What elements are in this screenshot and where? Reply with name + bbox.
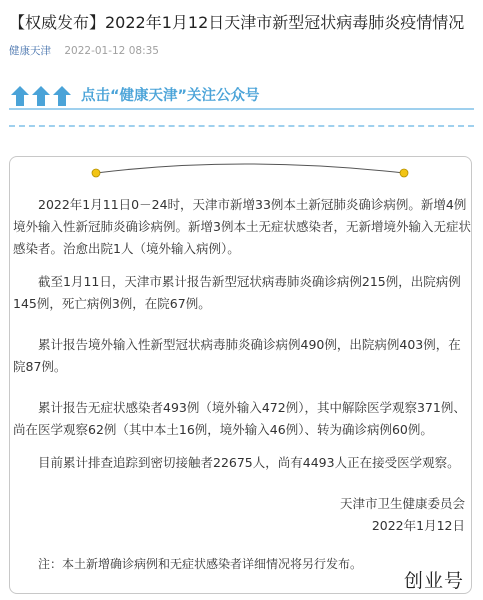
article-meta xyxy=(9,44,159,58)
notice-paragraph-local-total: 截至1月11日，天津市累计报告新型冠状病毒肺炎确诊病例215例，出院病例145例，死亡病例3例，在院67例。 xyxy=(13,274,461,311)
banner-underline xyxy=(9,108,474,110)
notice-paragraph-daily: 2022年1月11日0－24时，天津市新增33例本土新冠肺炎确诊病例。新增4例境外输入性新冠肺炎确诊病例。新增3例本土无症状感染者，无新增境外输入无症状感染者。治愈出院1人（境外输入病例）。 xyxy=(13,197,471,256)
signature-date: 2022年1月12日 xyxy=(371,518,465,533)
hanging-rope-icon xyxy=(10,157,473,187)
publish-date: 2022-01-12 08:35 xyxy=(64,45,159,57)
notice-paragraph-contacts: 目前累计排查追踪到密切接触者22675人，尚有4493人正在接受医学观察。 xyxy=(38,455,460,470)
source-link[interactable]: 健康天津 xyxy=(9,45,51,57)
follow-prompt[interactable]: 点击“健康天津”关注公众号 xyxy=(81,88,260,104)
platform-watermark: 创业号 xyxy=(404,570,465,592)
dashed-divider xyxy=(9,125,474,127)
notice-footnote: 注：本土新增确诊病例和无症状感染者详细情况将另行发布。 xyxy=(38,557,363,571)
article-title: 【权威发布】2022年1月12日天津市新型冠状病毒肺炎疫情情况 xyxy=(9,13,465,32)
up-arrows-icon xyxy=(9,84,75,110)
notice-paragraph-imported-total: 累计报告境外输入性新型冠状病毒肺炎确诊病例490例，出院病例403例，在院87例。 xyxy=(13,337,461,374)
signature-org: 天津市卫生健康委员会 xyxy=(339,496,465,511)
notice-paragraph-asymptomatic: 累计报告无症状感染者493例（境外输入472例），其中解除医学观察371例、尚在医学观察62例（其中本土16例，境外输入46例）、转为确诊病例60例。 xyxy=(13,400,466,437)
follow-banner[interactable] xyxy=(9,84,474,110)
